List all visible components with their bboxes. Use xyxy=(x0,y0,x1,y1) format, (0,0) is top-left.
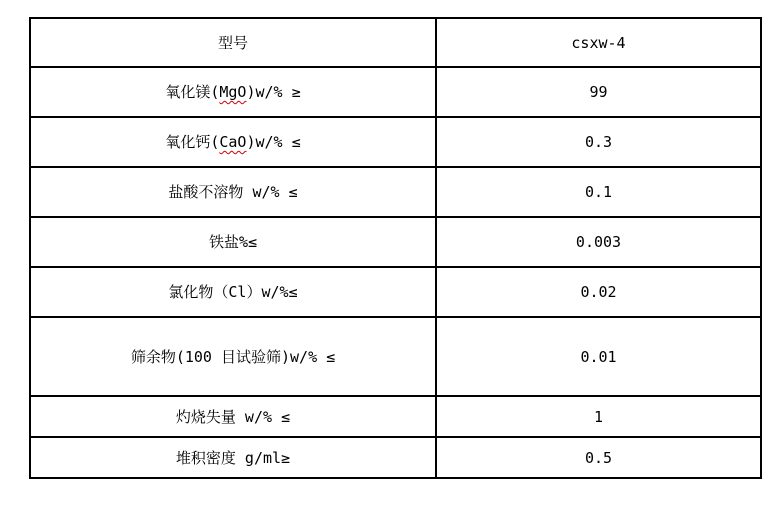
spec-value-cell: csxw-4 xyxy=(436,18,761,67)
table-row xyxy=(30,396,761,437)
label-text: 型号 xyxy=(217,33,248,52)
spec-label-cell xyxy=(30,267,436,317)
spec-label-cell xyxy=(30,117,436,167)
label-text: 灼烧失量 w/% ≤ xyxy=(175,407,291,426)
label-text: )w/% ≤ xyxy=(246,133,301,151)
label-text: 堆积密度 g/ml≥ xyxy=(175,448,291,467)
label-text: 氯化物（Cl）w/%≤ xyxy=(168,283,298,301)
spec-value-cell: 0.003 xyxy=(436,217,761,267)
table-row xyxy=(30,317,761,396)
spec-table xyxy=(29,17,762,479)
table-row xyxy=(30,217,761,267)
spec-value-cell: 0.5 xyxy=(436,437,761,478)
spec-value-cell: 0.3 xyxy=(436,117,761,167)
spec-label-cell xyxy=(30,396,436,437)
label-text: 氧化钙( xyxy=(165,133,220,151)
table-row xyxy=(30,117,761,167)
spec-label-cell xyxy=(30,67,436,117)
label-text: 氧化镁( xyxy=(165,83,220,101)
spec-value-cell: 1 xyxy=(436,396,761,437)
spec-label-cell xyxy=(30,18,436,67)
spec-value-cell: 0.02 xyxy=(436,267,761,317)
spec-label-cell xyxy=(30,217,436,267)
misspelled-text: MgO xyxy=(219,83,247,101)
spec-label-cell xyxy=(30,167,436,217)
spec-value-cell: 0.01 xyxy=(436,317,761,396)
table-row xyxy=(30,67,761,117)
spec-label-cell xyxy=(30,437,436,478)
spec-value-cell: 0.1 xyxy=(436,167,761,217)
label-text: )w/% ≥ xyxy=(246,83,301,101)
label-text: 盐酸不溶物 w/% ≤ xyxy=(168,183,298,201)
table-row xyxy=(30,167,761,217)
label-text: 筛余物(100 目试验筛)w/% ≤ xyxy=(130,347,336,366)
table-row xyxy=(30,437,761,478)
spec-value-cell: 99 xyxy=(436,67,761,117)
table-row xyxy=(30,18,761,67)
misspelled-text: CaO xyxy=(219,133,247,151)
spec-table-body xyxy=(30,18,761,478)
table-row xyxy=(30,267,761,317)
spec-label-cell xyxy=(30,317,436,396)
label-text: 铁盐%≤ xyxy=(208,233,258,251)
